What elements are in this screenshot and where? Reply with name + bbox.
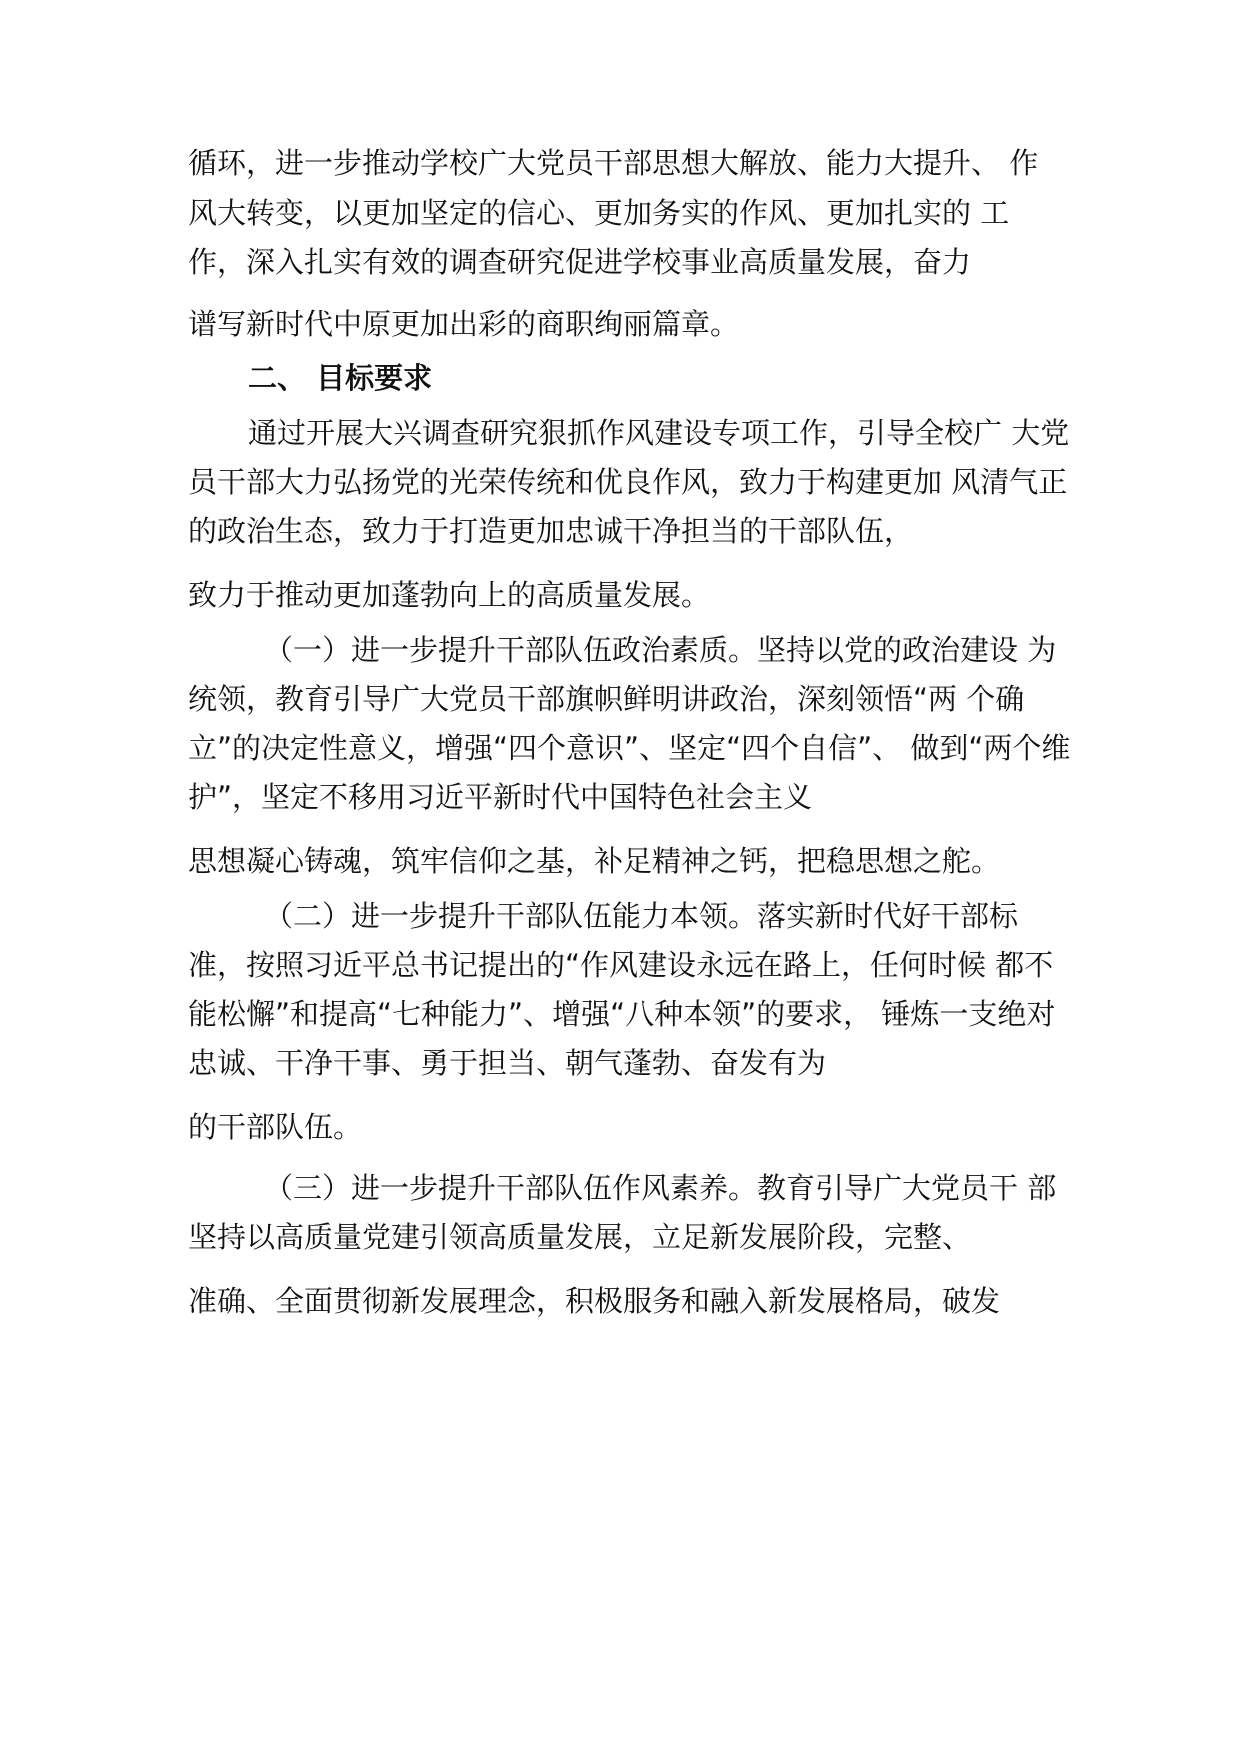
text-line-2: 风大转变，以更加坚定的信心、更加务实的作风、更加扎实的 工 bbox=[188, 196, 1010, 230]
text-line-3: 作，深入扎实有效的调查研究促进学校事业高质量发展，奋力 bbox=[188, 245, 972, 279]
subsection-2-line: （二）进一步提升干部队伍能力本领。落实新时代好干部标 bbox=[264, 899, 1019, 933]
text-line-17: 能松懈”和提高“七种能力”、增强“八种本领”的要求， 锤炼一支绝对 bbox=[188, 997, 1056, 1031]
text-line-21: 坚持以高质量党建引领高质量发展，立足新发展阶段，完整、 bbox=[188, 1220, 972, 1254]
text-line-11: 统领，教育引导广大党员干部旗帜鲜明讲政治，深刻领悟“两 个确 bbox=[188, 682, 1025, 716]
text-line-14: 思想凝心铸魂，筑牢信仰之基，补足精神之钙，把稳思想之舵。 bbox=[188, 844, 1001, 878]
text-line-9: 致力于推动更加蓬勃向上的高质量发展。 bbox=[188, 578, 711, 612]
text-line-6: 通过开展大兴调查研究狠抓作风建设专项工作，引导全校广 大党 bbox=[248, 416, 1070, 450]
text-line-8: 的政治生态，致力于打造更加忠诚干净担当的干部队伍， bbox=[188, 514, 914, 548]
section-heading-goals: 二、 目标要求 bbox=[248, 361, 433, 395]
text-line-13: 护”，坚定不移用习近平新时代中国特色社会主义 bbox=[188, 780, 813, 814]
text-line-18: 忠诚、干净干事、勇于担当、朝气蓬勃、奋发有为 bbox=[188, 1046, 827, 1080]
subsection-1-line: （一）进一步提升干部队伍政治素质。坚持以党的政治建设 为 bbox=[264, 633, 1057, 667]
subsection-3-line: （三）进一步提升干部队伍作风素养。教育引导广大党员干 部 bbox=[264, 1171, 1057, 1205]
text-line-1: 循环，进一步推动学校广大党员干部思想大解放、能力大提升、 作 bbox=[188, 146, 1039, 180]
text-line-7: 员干部大力弘扬党的光荣传统和优良作风，致力于构建更加 风清气正 bbox=[188, 465, 1068, 499]
text-line-12: 立”的决定性意义，增强“四个意识”、坚定“四个自信”、 做到“两个维 bbox=[188, 731, 1071, 765]
text-line-22: 准确、全面贯彻新发展理念，积极服务和融入新发展格局，破发 bbox=[188, 1284, 1001, 1318]
text-line-19: 的干部队伍。 bbox=[188, 1110, 363, 1144]
text-line-4: 谱写新时代中原更加出彩的商职绚丽篇章。 bbox=[188, 307, 740, 341]
text-line-16: 准，按照习近平总书记提出的“作风建设永远在路上，任何时候 都不 bbox=[188, 948, 1054, 982]
